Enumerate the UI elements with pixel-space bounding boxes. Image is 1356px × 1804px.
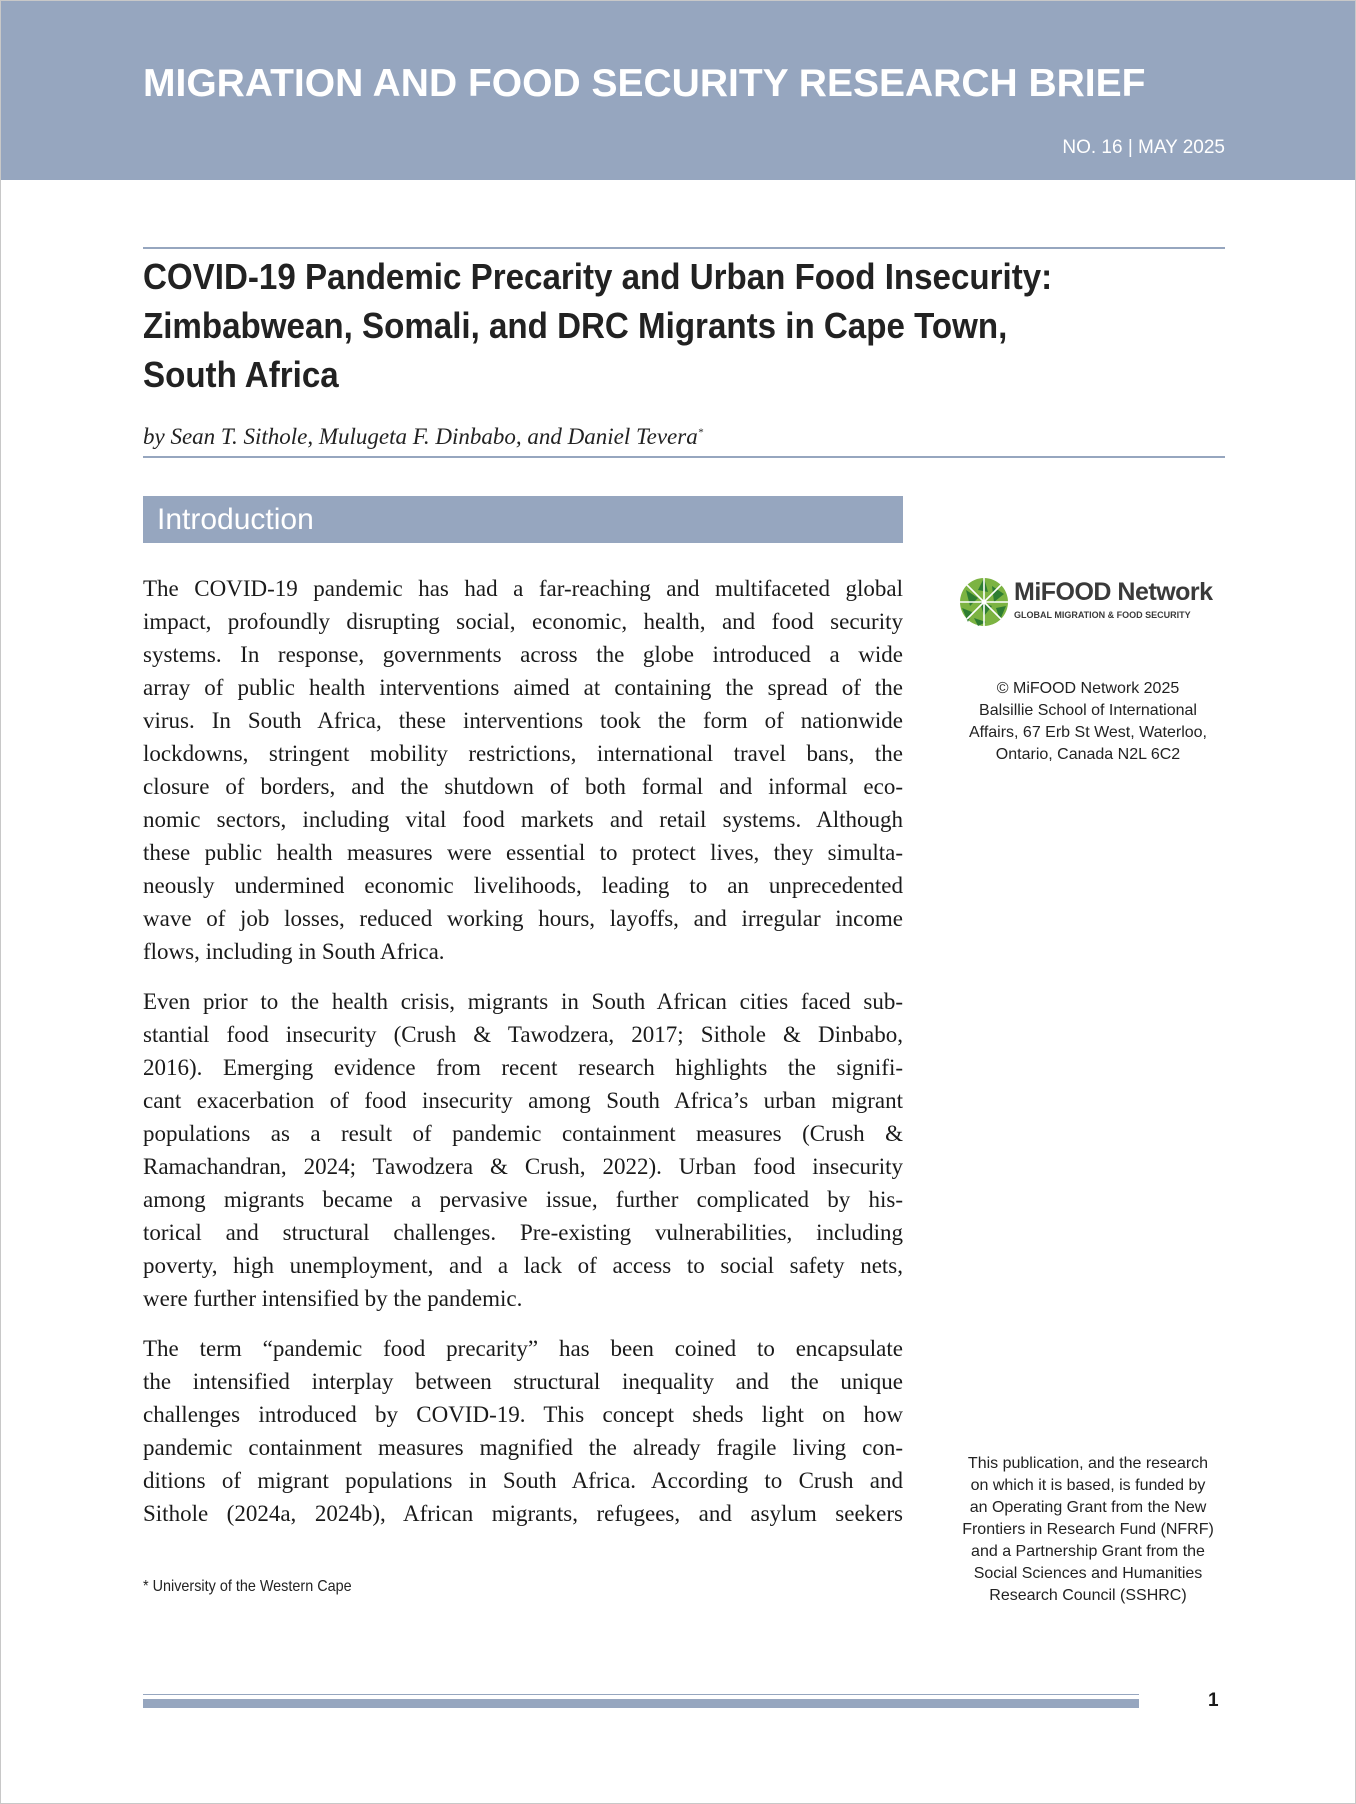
text-line: systems. In response, governments across the globe introduced a wide — [143, 642, 903, 667]
text-line: cant exacerbation of food insecurity among South Africa’s urban migrant — [143, 1088, 903, 1113]
section-heading: Introduction — [157, 503, 314, 536]
footer-thick-rule — [143, 1699, 1139, 1708]
text-line: were further intensified by the pandemic. — [143, 1286, 523, 1311]
text-line: closure of borders, and the shutdown of both formal and informal eco- — [143, 774, 903, 799]
body-text — [143, 572, 903, 1547]
brief-series-title: MIGRATION AND FOOD SECURITY RESEARCH BRIEF — [143, 62, 1146, 105]
text-line: 2016). Emerging evidence from recent research highlights the signifi- — [143, 1055, 903, 1080]
copyright-address — [948, 678, 1228, 766]
funding-line: Social Sciences and Humanities — [973, 1565, 1203, 1582]
text-line: Sithole (2024a, 2024b), African migrants, refugees, and asylum seekers — [143, 1501, 903, 1526]
title-top-rule — [143, 247, 1225, 249]
text-line: Ramachandran, 2024; Tawodzera & Crush, 2022). Urban food insecurity — [143, 1154, 903, 1179]
address-line: Affairs, 67 Erb St West, Waterloo, — [968, 724, 1207, 741]
logo-name: MiFOOD Network — [1014, 578, 1213, 606]
article-title-line: Zimbabwean, Somali, and DRC Migrants in Cape Town, — [143, 305, 1008, 346]
article-title-line: South Africa — [143, 354, 339, 395]
footer-thin-rule — [143, 1694, 1139, 1695]
funding-line: an Operating Grant from the New — [969, 1499, 1207, 1516]
address-line: Ontario, Canada N2L 6C2 — [995, 746, 1181, 763]
section-heading-band — [143, 496, 903, 543]
article-title — [143, 252, 1137, 399]
text-line: array of public health interventions aimed at containing the spread of the — [143, 675, 903, 700]
text-line: wave of job losses, reduced working hours, layoffs, and irregular income — [143, 906, 903, 931]
paragraph — [143, 572, 903, 968]
article-title-line: COVID-19 Pandemic Precarity and Urban Food Insecurity: — [143, 256, 1053, 297]
paragraph — [143, 985, 903, 1315]
text-line: flows, including in South Africa. — [143, 939, 445, 964]
funding-line: This publication, and the research — [967, 1455, 1209, 1472]
address-line: © MiFOOD Network 2025 — [996, 680, 1180, 697]
address-line: Balsillie School of International — [979, 702, 1197, 719]
text-line: populations as a result of pandemic containment measures (Crush & — [143, 1121, 903, 1146]
text-line: these public health measures were essential to protect lives, they simulta- — [143, 840, 903, 865]
paragraph — [143, 1332, 903, 1530]
page-number: 1 — [1208, 1690, 1219, 1711]
byline-footnote-mark: * — [697, 426, 704, 439]
text-line: poverty, high unemployment, and a lack of access to social safety nets, — [143, 1253, 903, 1278]
text-line: lockdowns, stringent mobility restrictions, international travel bans, the — [143, 741, 903, 766]
globe-leaf-icon — [958, 576, 1010, 628]
funding-line: on which it is based, is funded by — [970, 1477, 1206, 1494]
text-line: torical and structural challenges. Pre-existing vulnerabilities, including — [143, 1220, 903, 1245]
funding-line: Frontiers in Research Fund (NFRF) — [962, 1521, 1214, 1538]
text-line: among migrants became a pervasive issue, further complicated by his- — [143, 1187, 903, 1212]
logo-tagline: GLOBAL MIGRATION & FOOD SECURITY — [1014, 610, 1191, 620]
text-line: The term “pandemic food precarity” has been coined to encapsulate — [143, 1336, 903, 1361]
funding-note — [948, 1453, 1228, 1607]
text-line: The COVID-19 pandemic has had a far-reaching and multifaceted global — [143, 576, 903, 601]
text-line: the intensified interplay between structural inequality and the unique — [143, 1369, 903, 1394]
text-line: ditions of migrant populations in South Africa. According to Crush and — [143, 1468, 903, 1493]
byline-bottom-rule — [143, 456, 1225, 458]
text-line: neously undermined economic livelihoods, leading to an unprecedented — [143, 873, 903, 898]
funding-line: and a Partnership Grant from the — [971, 1543, 1205, 1560]
footnote: * University of the Western Cape — [143, 1578, 352, 1595]
text-line: pandemic containment measures magnified the already fragile living con- — [143, 1435, 903, 1460]
byline — [143, 424, 703, 450]
funding-line: Research Council (SSHRC) — [989, 1587, 1187, 1604]
text-line: stantial food insecurity (Crush & Tawodzera, 2017; Sithole & Dinbabo, — [143, 1022, 903, 1047]
mifood-logo — [944, 570, 1236, 630]
byline-authors: by Sean T. Sithole, Mulugeta F. Dinbabo, and Daniel Tevera — [143, 424, 698, 449]
text-line: challenges introduced by COVID-19. This concept sheds light on how — [143, 1402, 903, 1427]
header-band — [0, 0, 1356, 180]
text-line: virus. In South Africa, these interventions took the form of nationwide — [143, 708, 903, 733]
text-line: impact, profoundly disrupting social, economic, health, and food security — [143, 609, 903, 634]
issue-number-date: NO. 16 | MAY 2025 — [1062, 137, 1225, 158]
text-line: Even prior to the health crisis, migrants in South African cities faced sub- — [143, 989, 903, 1014]
text-line: nomic sectors, including vital food markets and retail systems. Although — [143, 807, 903, 832]
